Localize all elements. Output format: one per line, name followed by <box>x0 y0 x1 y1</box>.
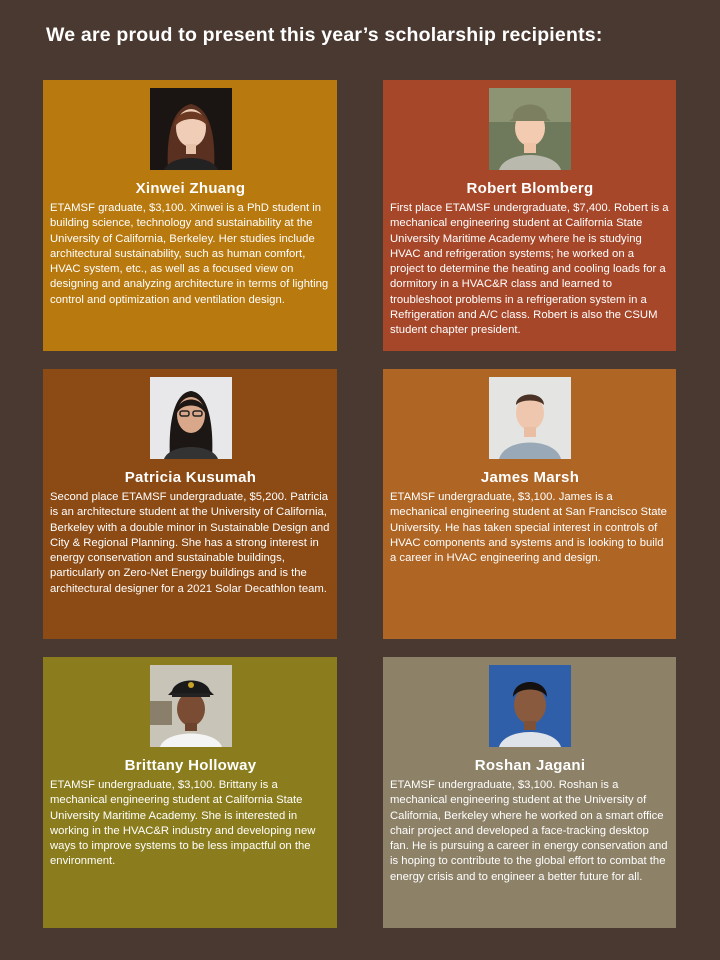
recipient-bio: ETAMSF graduate, $3,100. Xinwei is a PhD student in building science, technology and sustainability at the University of California, Berkeley. Her studies include architectural sustainability, such as human comfort, HVAC system, etc., as well as a focused view on designing and analyzing architecture in terms of lighting control and optimization and ventilation design. <box>50 202 329 306</box>
recipient-name: Roshan Jagani <box>474 757 586 774</box>
portrait-photo-robert-icon <box>489 88 571 170</box>
recipient-name: Brittany Holloway <box>124 757 257 774</box>
portrait-photo-patricia-icon <box>150 377 232 459</box>
recipient-name: Xinwei Zhuang <box>135 180 246 197</box>
portrait-photo-james-icon <box>489 377 571 459</box>
recipient-bio: First place ETAMSF undergraduate, $7,400. Robert is a mechanical engineering student at California State University Maritime Academy where he is studying HVAC and refrigeration systems; he worked on a project to determine the heating and cooling loads for a dormitory in a HVAC&R class and learned to troubleshoot problems in a refrigeration system in a Refrigeration and A/C class. Robert is also the CSUM student chapter president. <box>390 202 669 337</box>
recipient-card-xinwei-zhuang <box>43 80 337 351</box>
page-title: We are proud to present this year’s scholarship recipients: <box>46 24 603 46</box>
recipient-name: James Marsh <box>480 469 580 486</box>
recipient-bio: Second place ETAMSF undergraduate, $5,200. Patricia is an architecture student at the University of California, Berkeley with a double minor in Sustainable Design and City & Regional Planning. She has a strong interest in energy conservation and sustainable buildings, particularly on Zero-Net Energy buildings and is the architectural designer for a 2021 Solar Decathlon team. <box>50 491 330 595</box>
recipient-name: Robert Blomberg <box>466 180 594 197</box>
recipient-card-james-marsh <box>383 369 676 639</box>
portrait-photo-brittany-icon <box>150 665 232 747</box>
recipient-name: Patricia Kusumah <box>124 469 257 486</box>
recipient-bio: ETAMSF undergraduate, $3,100. James is a mechanical engineering student at San Francisco State University. He has taken special interest in controls of HVAC components and systems and is looking to build a career in HVAC engineering and design. <box>390 491 667 565</box>
recipient-bio: ETAMSF undergraduate, $3,100. Roshan is a mechanical engineering student at the University of California, Berkeley where he worked on a smart office chair project and developed a face-tracking desktop fan. He is pursuing a career in energy conservation and is hoping to contribute to the global effort to combat the energy crisis and to engineer a better future for all. <box>390 779 668 883</box>
portrait-photo-xinwei-icon <box>150 88 232 170</box>
recipient-card-brittany-holloway <box>43 657 337 928</box>
recipient-bio: ETAMSF undergraduate, $3,100. Brittany is a mechanical engineering student at California State University Maritime Academy. She is interested in working in the HVAC&R industry and developing new ways to improve systems to be less impactful on the environment. <box>50 779 316 868</box>
recipient-card-roshan-jagani <box>383 657 676 928</box>
recipient-card-patricia-kusumah <box>43 369 337 639</box>
recipient-card-robert-blomberg <box>383 80 676 351</box>
portrait-photo-roshan-icon <box>489 665 571 747</box>
